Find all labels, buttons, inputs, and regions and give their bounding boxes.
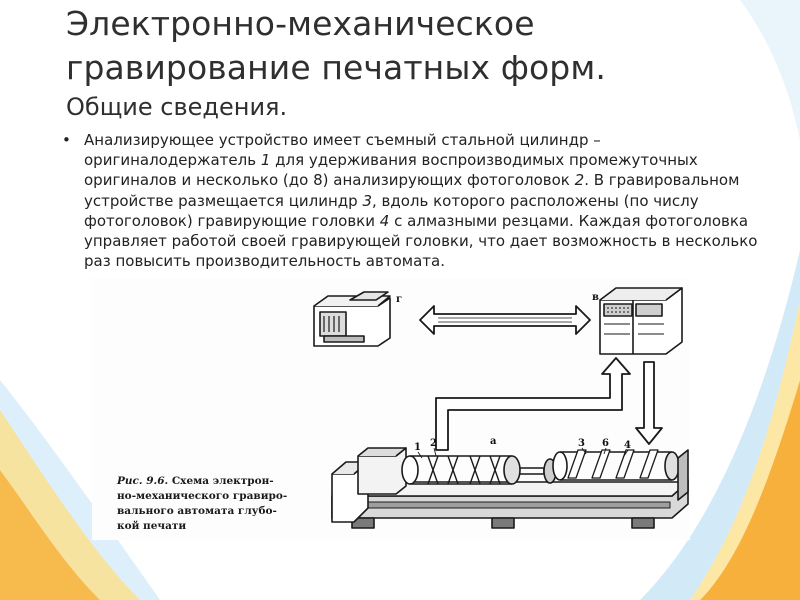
- label-1: 1: [414, 442, 421, 453]
- downward-hollow-arrow-icon: [636, 362, 662, 444]
- caption-line-1-text: Схема электрон-: [168, 475, 274, 487]
- paragraph-ref-4: 4: [379, 211, 390, 230]
- machine-foot-3: [632, 518, 654, 528]
- cabinet-panel: [604, 304, 632, 316]
- machine-foot-2: [492, 518, 514, 528]
- caption-line-3: вального автомата глубо-: [117, 505, 277, 517]
- paragraph-part-3: . В гравировальном устройстве размещается цилиндр: [84, 171, 740, 210]
- title-line-2: гравирование печатных форм.: [66, 48, 606, 87]
- paragraph-ref-3: 3: [362, 191, 372, 210]
- label-a: а: [490, 436, 497, 447]
- label-6: 6: [602, 438, 609, 449]
- title-line-1: Электронно-механическое: [66, 4, 535, 43]
- engraving-machine-drawing: [332, 436, 688, 528]
- bullet-icon: •: [62, 131, 71, 149]
- engraving-machine-figure: [92, 278, 690, 540]
- caption-line-4: кой печати: [117, 520, 187, 532]
- original-cylinder-end: [402, 456, 418, 484]
- engraving-heads: [568, 450, 658, 478]
- right-end-box: [678, 450, 688, 500]
- cabinet-panel-right: [636, 304, 662, 316]
- cabinet-top: [600, 288, 682, 300]
- label-4: 4: [624, 440, 631, 451]
- control-console-drawing: [314, 292, 402, 346]
- label-3: 3: [578, 438, 585, 449]
- original-cylinder-far-end: [504, 456, 520, 484]
- label-g: г: [396, 294, 403, 305]
- label-v: в: [592, 292, 599, 303]
- paragraph-text: [84, 130, 766, 271]
- bullet-paragraph: [62, 130, 766, 280]
- engraving-cylinder-end: [553, 452, 567, 480]
- electronic-cabinet-drawing: [592, 288, 682, 354]
- slide-title: [66, 2, 766, 124]
- caption-line-1: [117, 474, 317, 489]
- caption-figure-number: Рис. 9.6.: [117, 475, 169, 487]
- shaft-left: [520, 468, 544, 474]
- paragraph-part-1: Анализирующее устройство имеет съемный стальной цилиндр – оригиналодержатель: [84, 131, 601, 170]
- engraving-cylinder-far-end: [665, 452, 679, 480]
- paragraph-ref-2: 2: [574, 171, 585, 190]
- original-cylinder: [410, 456, 512, 484]
- paragraph-part-4: , вдоль которого расположены (по числу фотоголовок) гравирующие головки: [84, 191, 699, 230]
- photo-heads: [428, 456, 500, 484]
- upward-hollow-arrow-icon: [436, 358, 630, 450]
- console-base: [324, 336, 364, 342]
- machine-base-stripe: [334, 502, 670, 508]
- figure-caption: [117, 474, 317, 534]
- caption-line-2: но-механического гравиро-: [117, 490, 288, 502]
- label-2: 2: [430, 438, 437, 449]
- paragraph-part-5: с алмазными резцами. Каждая фотоголовка управляет работой своей гравирующей головки, что дает возможность в несколько раз повысить производительность автомата.: [84, 211, 758, 271]
- slide-subtitle: Общие сведения.: [66, 93, 288, 121]
- paragraph-part-2: для удерживания воспроизводимых промежуточных оригиналов и несколько (до 8) анализирующих фотоголовок: [84, 151, 698, 190]
- paragraph-ref-1: 1: [260, 151, 271, 170]
- double-arrow-icon: [420, 306, 590, 334]
